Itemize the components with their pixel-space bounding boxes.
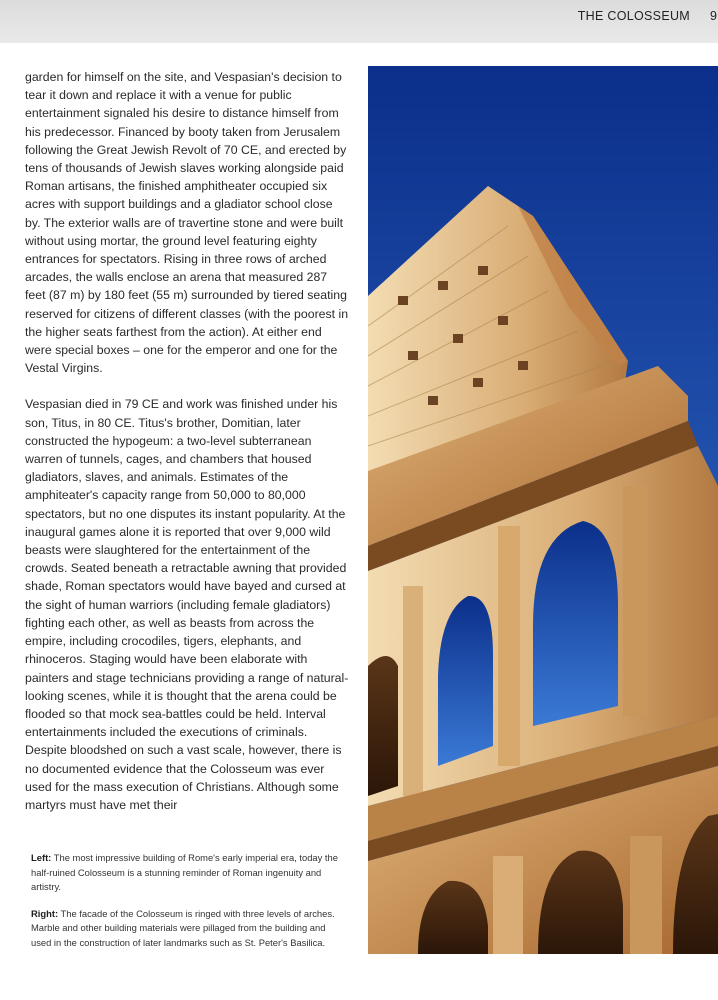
caption-left: [31, 851, 341, 895]
caption-right-label: Right:: [31, 907, 59, 919]
running-head: THE COLOSSEUM: [577, 9, 690, 23]
caption-right-text: The facade of the Colosseum is ringed with three levels of arches. Marble and other building materials were pillaged from the building and used in the construction of later landmarks such as St. Peter's Basilica.: [31, 907, 335, 948]
colosseum-photo: [368, 66, 718, 954]
article-body: [25, 68, 350, 832]
page-number: 9: [710, 9, 717, 23]
photo-captions: [31, 851, 341, 962]
caption-left-text: The most impressive building of Rome's early imperial era, today the half-ruined Colosseum is a stunning reminder of Roman ingenuity and artistry.: [31, 852, 338, 892]
caption-left-label: Left:: [31, 852, 52, 863]
body-paragraph-2: Vespasian died in 79 CE and work was finished under his son, Titus, in 80 CE. Titus's brother, Domitian, later constructed the hypogeum: a two-level subterranean warren of tunnels, cages, and chambers that housed gladiators, slaves, and animals. Estimates of the amphiteater's capacity range from 50,000 to 80,000 spectators, but no one disputes its instant popularity. At the inaugural games alone it is reported that over 9,000 wild beasts were slaughtered for the entertainment of the crowds. Seated beneath a retractable awning that provided shade, Roman spectators would have bayed and cursed at the sight of human warriors (including female gladiators) fighting each other, as well as beasts from across the empire, including crocodiles, tigers, elephants, and rhinoceros. Staging would have been elaborate with painters and stage technicians providing a range of natural-looking scenes, while it is thought that the arena could be flooded so that mock sea-battles could be held. Interval entertainments included the executions of criminals. Despite bloodshed on such a vast scale, however, there is no documented evidence that the Colosseum was ever used for the mass execution of Christians. Although some martyrs must have met their: [25, 397, 349, 812]
caption-right: [31, 907, 341, 951]
colosseum-illustration: [368, 66, 718, 954]
body-paragraph-1: garden for himself on the site, and Vespasian's decision to tear it down and replace it with a venue for public entertainment signaled his desire to distance himself from his predecessor. Financed by booty taken from Jerusalem following the Great Jewish Revolt of 70 CE, and erected by tens of thousands of Jewish slaves working alongside paid Roman artisans, the finished amphitheater occupied six acres with support buildings and a gladiator school close by. The exterior walls are of travertine stone and were built without using mortar, the ground level featuring eighty entrances for spectators. Rising in three rows of arched arcades, the walls enclose an arena that measured 287 feet (87 m) by 180 feet (55 m) surrounded by tiered seating reserved for citizens of different classes (with the poorest in the higher seats farthest from the action). At either end were special boxes – one for the emperor and one for the Vestal Virgins.: [25, 70, 349, 376]
